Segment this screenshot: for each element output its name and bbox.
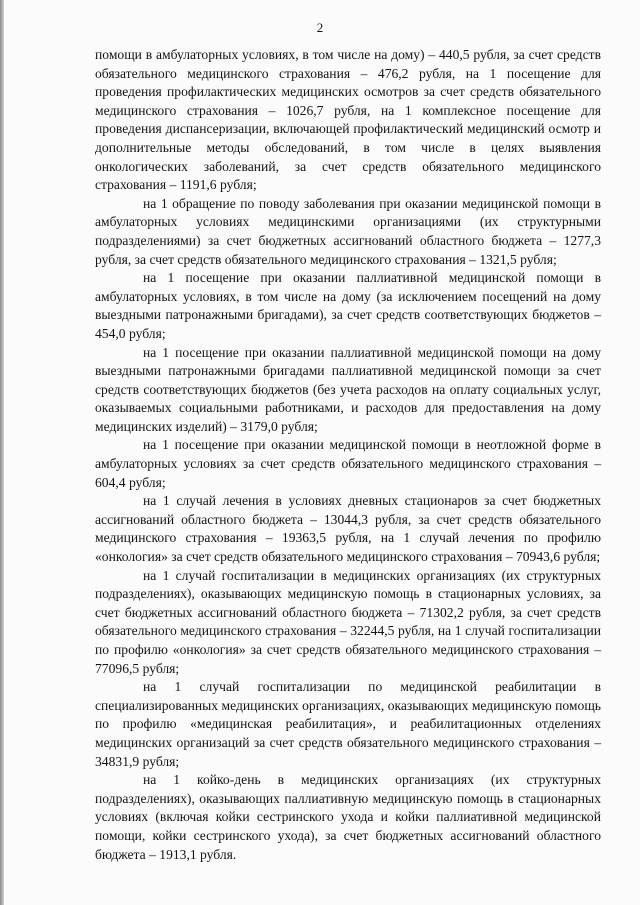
paragraph-urgent-care: на 1 посещение при оказании медицинской помощи в неотложной форме в амбулаторных условиях за счет средств обязательного медицинского страхования – 604,4 рубля;	[95, 437, 601, 490]
paragraph-day-hospital: на 1 случай лечения в условиях дневных стационаров за счет бюджетных ассигнований областного бюджета – 13044,3 рубля, за счет средств обязательного медицинского страхования – 19363,5 рубля, на 1 случай лечения по профилю «онкология» за счет средств обязательного медицинского страхования – 70943,6 рубля;	[95, 493, 601, 565]
paragraph-continuation: помощи в амбулаторных условиях, в том числе на дому) – 440,5 рубля, за счет средств обязательного медицинского страхования – 476,2 рубля, на 1 посещение для проведения профилактических медицинских осмотров за счет средств обязательного медицинского страхования – 1026,7 рубля, на 1 комплексное посещение для проведения диспансеризации, включающей профилактический медицинский осмотр и дополнительные методы обследований, в том числе в целях выявления онкологических заболеваний, за счет средств обязательного медицинского страхования – 1191,6 рубля;	[95, 47, 601, 193]
paragraph-hospitalization: на 1 случай госпитализации в медицинских организациях (их структурных подразделениях), оказывающих медицинскую помощь в стационарных условиях, за счет бюджетных ассигнований областного бюджета – 71302,2 рубля, за счет средств обязательного медицинского страхования – 32244,5 рубля, на 1 случай госпитализации по профилю «онкология» за счет средств обязательного медицинского страхования – 77096,5 рубля;	[95, 567, 601, 676]
paragraph-bed-day: на 1 койко-день в медицинских организациях (их структурных подразделениях), оказывающих паллиативную медицинскую помощь в стационарных условиях (включая койки сестринского ухода и койки паллиативной медицинской помощи, койки сестринского ухода), за счет бюджетных ассигнований областного бюджета – 1913,1 рубля.	[95, 772, 601, 862]
paragraph-rehabilitation: на 1 случай госпитализации по медицинской реабилитации в специализированных медицинских организациях, оказывающих медицинскую помощь по профилю «медицинская реабилитация», и реабилитационных отделениях медицинских организаций за счет средств обязательного медицинского страхования – 34831,9 рубля;	[95, 679, 601, 769]
paragraph-obrashchenie: на 1 обращение по поводу заболевания при оказании медицинской помощи в амбулаторных условиях медицинскими организациями (их структурными подразделениями) за счет бюджетных ассигнований областного бюджета – 1277,3 рубля, за счет средств обязательного медицинского страхования – 1321,5 рубля;	[95, 195, 601, 267]
scan-edge	[0, 0, 4, 905]
paragraph-palliative-home-visits: на 1 посещение при оказании паллиативной медицинской помощи на дому выездными патронажными бригадами паллиативной медицинской помощи за счет средств соответствующих бюджетов (без учета расходов на оплату социальных услуг, оказываемых социальными работниками, и расходов для предоставления на дому медицинских изделий) – 3179,0 рубля;	[95, 344, 601, 434]
page-number: 2	[316, 20, 324, 35]
paragraph-palliative-ambulatory: на 1 посещение при оказании паллиативной медицинской помощи в амбулаторных условиях, в том числе на дому (за исключением посещений на дому выездными патронажными бригадами), за счет средств соответствующих бюджетов – 454,0 рубля;	[95, 270, 601, 341]
document-body	[95, 46, 601, 864]
